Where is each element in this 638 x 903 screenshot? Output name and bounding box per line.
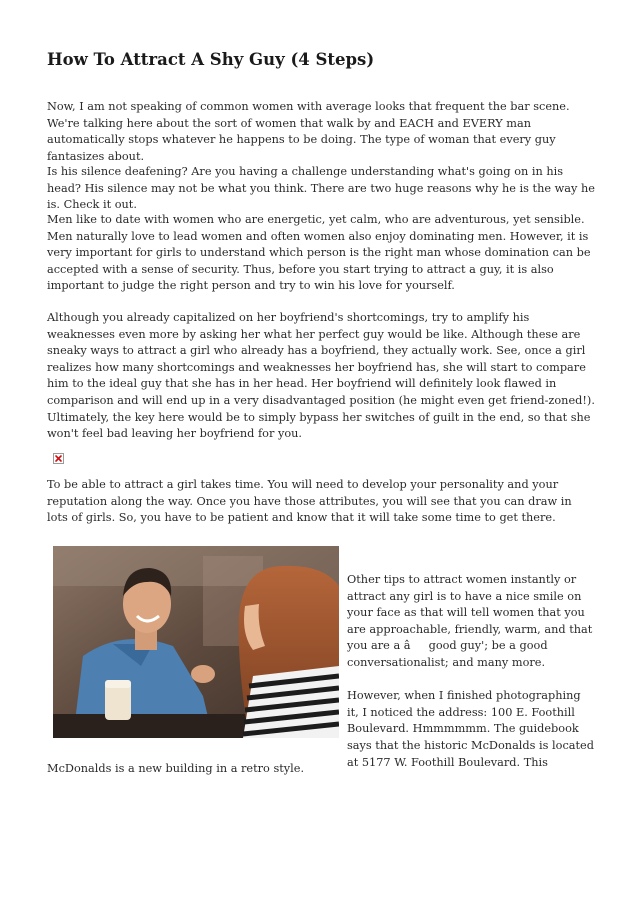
page-title: How To Attract A Shy Guy (4 Steps) — [47, 50, 375, 69]
paragraph-continued: McDonalds is a new building in a retro style. — [47, 762, 305, 775]
side-paragraph-1: Other tips to attract women instantly or attract any girl is to have a nice smile on your face as that will tell women that you are approachable, friendly, warm, and that you are a âgood guy'; be a good conversationalist; and many more. — [347, 573, 593, 669]
paragraph-3: Men like to date with women who are energetic, yet calm, who are adventurous, yet sensible. Men naturally love to lead women and often women also enjoy dominating men. However, it is very important for girls to understand which person is the right man whose domination can be accepted with a sense of security. Thus, before you start trying to attract a guy, it is also important to judge the right person and try to win his love for yourself. — [47, 213, 591, 293]
couple-photo — [53, 546, 339, 738]
paragraph-2: Is his silence deafening? Are you having a challenge understanding what's going on in his head? His silence may not be what you think. There are two huge reasons why he is the way he is. Check it out. — [47, 165, 595, 212]
broken-image-icon — [53, 453, 64, 464]
paragraph-1: Now, I am not speaking of common women with average looks that frequent the bar scene. We're talking here about the sort of women that walk by and EACH and EVERY man automatically stops whatever he happens to be doing. The type of woman that every guy fantasizes about. — [47, 100, 570, 163]
photo-side-text — [347, 572, 595, 788]
paragraph-4: Although you already capitalized on her boyfriend's shortcomings, try to amplify his weaknesses even more by asking her what her perfect guy would be like. Although these are sneaky ways to attract a girl who already has a boyfriend, they actually work. See, once a girl realizes how many shortcomings and weaknesses her boyfriend has, she will start to compare him to the ideal guy that she has in her head. Her boyfriend will definitely look flawed in comparison and will end up in a very disadvantaged position (he might even get friend-zoned!). Ultimately, the key here would be to simply bypass her switches of guilt in the end, so that she won't feel bad leaving her boyfriend for you. — [47, 311, 595, 441]
paragraph-5: To be able to attract a girl takes time. You will need to develop your personality and your reputation along the way. Once you have those attributes, you will see that you can draw in lots of girls. So, you have to be patient and know that it will take some time to get there. — [47, 478, 572, 525]
side-paragraph-2: However, when I finished photographing it, I noticed the address: 100 E. Foothill Boulevard. Hmmmmmm. The guidebook says that the historic McDonalds is located at 5177 W. Foothill Boulevard. This — [347, 689, 594, 769]
